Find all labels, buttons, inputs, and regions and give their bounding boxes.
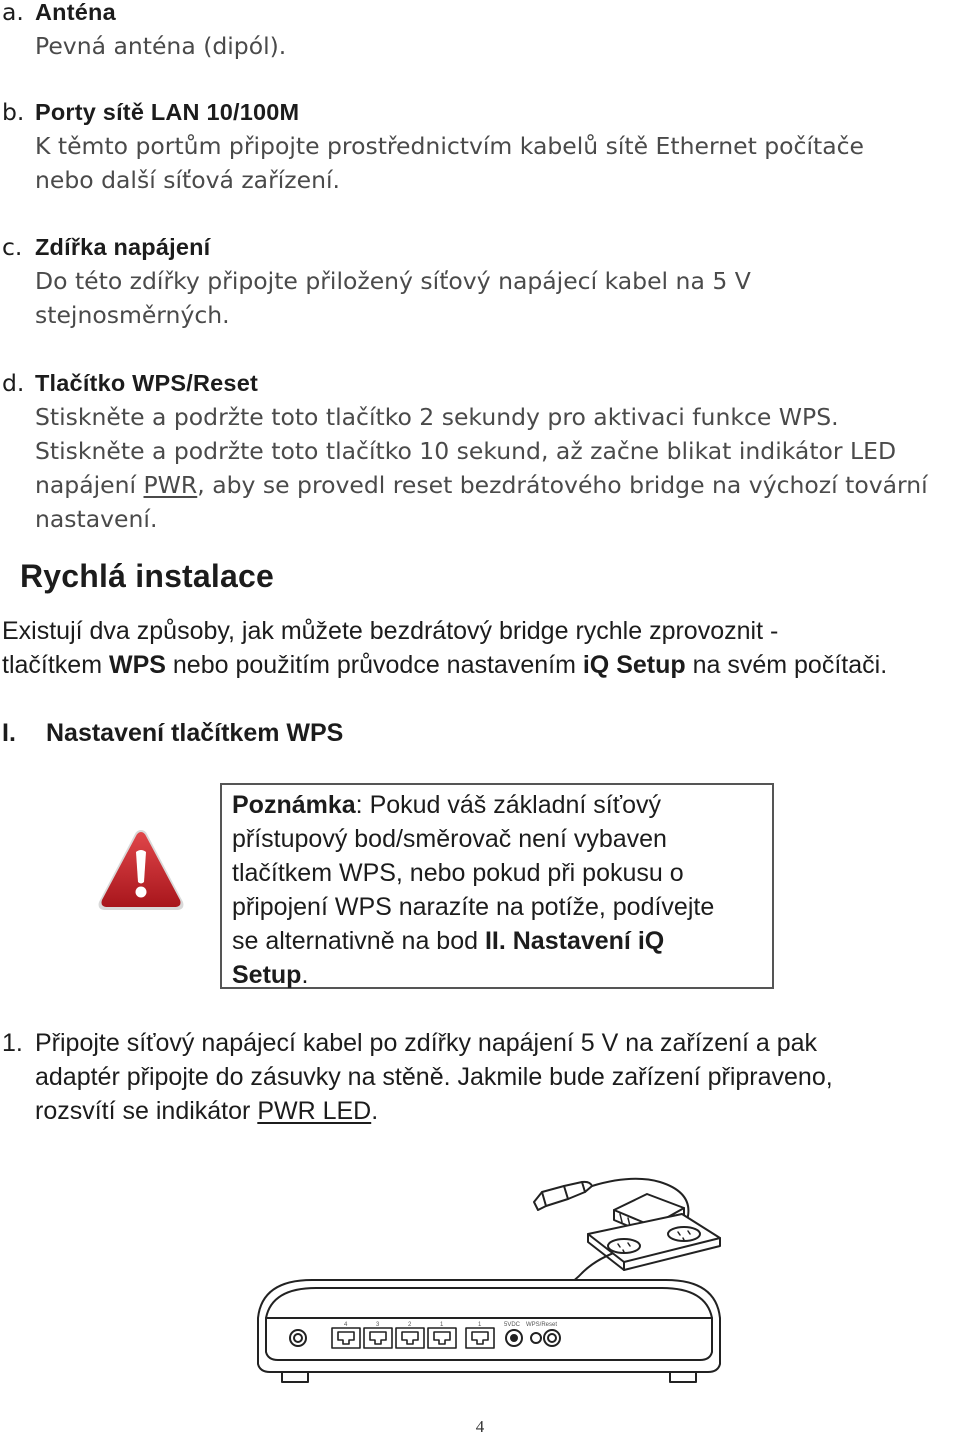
note-label: Poznámka <box>232 791 356 819</box>
iq-setup-term: iQ Setup <box>582 651 686 679</box>
wall-outlet-icon <box>588 1214 720 1270</box>
item-text: stejnosměrných. <box>35 301 230 329</box>
note-reference: II. Nastavení iQ <box>484 927 665 955</box>
list-marker: d. <box>2 369 25 397</box>
text-run: nebo použitím průvodce nastavením <box>165 651 583 679</box>
item-text: Do této zdířky připojte přiložený síťový napájecí kabel na 5 V <box>35 267 751 295</box>
subheading-number: I. <box>2 719 16 747</box>
lan-ports <box>332 1328 494 1348</box>
pwr-led-reference: PWR LED <box>257 1097 372 1125</box>
list-item-lan-ports <box>0 95 958 197</box>
text-run: rozsvítí se indikátor <box>35 1097 258 1125</box>
router-power-illustration <box>252 1168 724 1394</box>
list-item-power-jack <box>0 230 958 332</box>
text-run: na svém počítači. <box>685 651 888 679</box>
intro-line <box>2 648 960 682</box>
step-1 <box>0 1026 958 1128</box>
list-marker: b. <box>2 98 25 126</box>
note-line <box>232 958 772 992</box>
list-item-wps-reset <box>0 366 958 536</box>
text-run: : Pokud váš základní síťový <box>355 791 662 819</box>
page-number: 4 <box>475 1417 485 1436</box>
item-text <box>35 468 958 502</box>
note-reference: Setup <box>232 961 302 989</box>
item-text: nastavení. <box>35 505 158 533</box>
text-run: tlačítkem <box>2 651 109 679</box>
router-icon <box>258 1280 720 1382</box>
list-marker: a. <box>2 0 24 26</box>
note-box <box>220 783 774 989</box>
item-title: Anténa <box>35 0 116 25</box>
note-line: tlačítkem WPS, nebo pokud při pokusu o <box>232 859 684 887</box>
port-number: 2 <box>408 1322 412 1328</box>
note-line <box>232 788 772 822</box>
port-number: 1 <box>478 1322 482 1328</box>
section-title: Rychlá instalace <box>20 558 274 594</box>
step-line: Připojte síťový napájecí kabel po zdířky napájení 5 V na zařízení a pak <box>35 1029 818 1057</box>
text-run: . <box>301 961 309 989</box>
subheading-wps-setup <box>2 716 502 750</box>
note-line <box>232 924 772 958</box>
item-text: Pevná anténa (dipól). <box>35 32 287 60</box>
note-line: připojení WPS narazíte na potíže, podívejte <box>232 893 715 921</box>
subheading-text: Nastavení tlačítkem WPS <box>46 719 344 747</box>
port-number: 1 <box>440 1322 444 1328</box>
pwr-reference: PWR <box>143 471 198 499</box>
dc-plug-icon <box>534 1182 592 1210</box>
text-run: se alternativně na bod <box>232 927 485 955</box>
warning-icon <box>95 826 187 914</box>
item-text: nebo další síťová zařízení. <box>35 166 340 194</box>
jack-label: 5VDC <box>504 1322 521 1328</box>
text-run: , aby se provedl reset bezdrátového bridge na výchozí tovární <box>197 471 928 499</box>
note-line: přístupový bod/směrovač není vybaven <box>232 825 667 853</box>
button-label: WPS/Reset <box>526 1322 558 1328</box>
port-number: 4 <box>344 1322 348 1328</box>
item-text: Stiskněte a podržte toto tlačítko 10 sekund, až začne blikat indikátor LED <box>35 437 897 465</box>
item-title: Tlačítko WPS/Reset <box>35 370 258 396</box>
item-title: Porty sítě LAN 10/100M <box>35 99 300 125</box>
list-item-antenna <box>0 0 958 63</box>
item-title: Zdířka napájení <box>35 234 211 260</box>
text-run: napájení <box>35 471 144 499</box>
list-marker: c. <box>2 233 23 261</box>
step-line: adaptér připojte do zásuvky na stěně. Jakmile bude zařízení připraveno, <box>35 1063 833 1091</box>
step-number: 1. <box>2 1029 23 1057</box>
step-line <box>35 1094 958 1128</box>
item-text: K těmto portům připojte prostřednictvím kabelů sítě Ethernet počítače <box>35 132 864 160</box>
text-run: . <box>371 1097 379 1125</box>
intro-line: Existují dva způsoby, jak můžete bezdrátový bridge rychle zprovoznit - <box>2 617 779 645</box>
wps-term: WPS <box>108 651 166 679</box>
port-number: 3 <box>376 1322 380 1328</box>
intro-paragraph <box>2 614 960 682</box>
item-text: Stiskněte a podržte toto tlačítko 2 sekundy pro aktivaci funkce WPS. <box>35 403 839 431</box>
